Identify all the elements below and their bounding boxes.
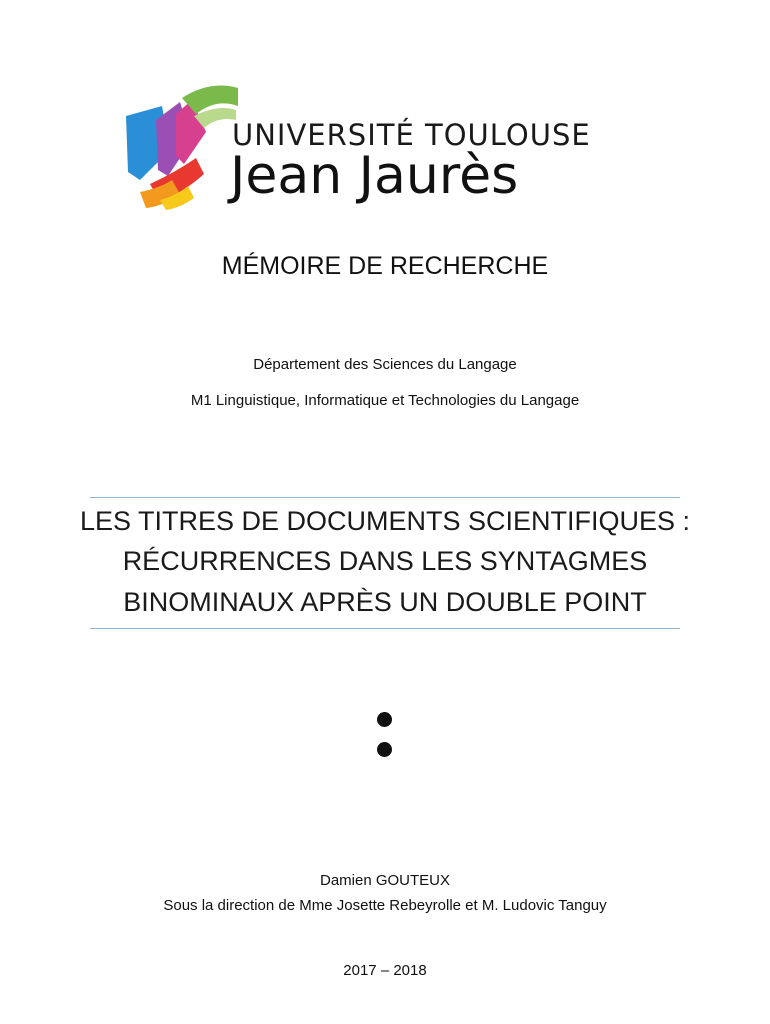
author-name: Damien GOUTEUX bbox=[319, 872, 451, 889]
title-line-3: BINOMINAUX APRÈS UN DOUBLE POINT bbox=[123, 587, 647, 617]
logo-text-university: UNIVERSITÉ TOULOUSE bbox=[232, 118, 591, 152]
academic-years: 2017 – 2018 bbox=[343, 962, 427, 979]
title-rule-bottom bbox=[90, 628, 680, 629]
supervision-text: Sous la direction de Mme Josette Rebeyrolle et M. Ludovic Tanguy bbox=[163, 897, 607, 914]
colon-icon bbox=[377, 712, 393, 762]
colon-dot-top bbox=[377, 712, 392, 727]
university-logo-icon bbox=[120, 80, 240, 210]
program-name: M1 Linguistique, Informatique et Technologies du Langage bbox=[190, 392, 580, 409]
title-line-1: LES TITRES DE DOCUMENTS SCIENTIFIQUES : bbox=[79, 506, 691, 536]
university-logo bbox=[120, 80, 650, 210]
colon-dot-bottom bbox=[377, 742, 392, 757]
title-line-2: RÉCURRENCES DANS LES SYNTAGMES bbox=[122, 546, 648, 576]
department-name: Département des Sciences du Langage bbox=[253, 356, 517, 373]
document-type: MÉMOIRE DE RECHERCHE bbox=[221, 252, 549, 280]
title-rule-top bbox=[90, 497, 680, 498]
logo-text-name: Jean Jaurès bbox=[230, 146, 519, 206]
